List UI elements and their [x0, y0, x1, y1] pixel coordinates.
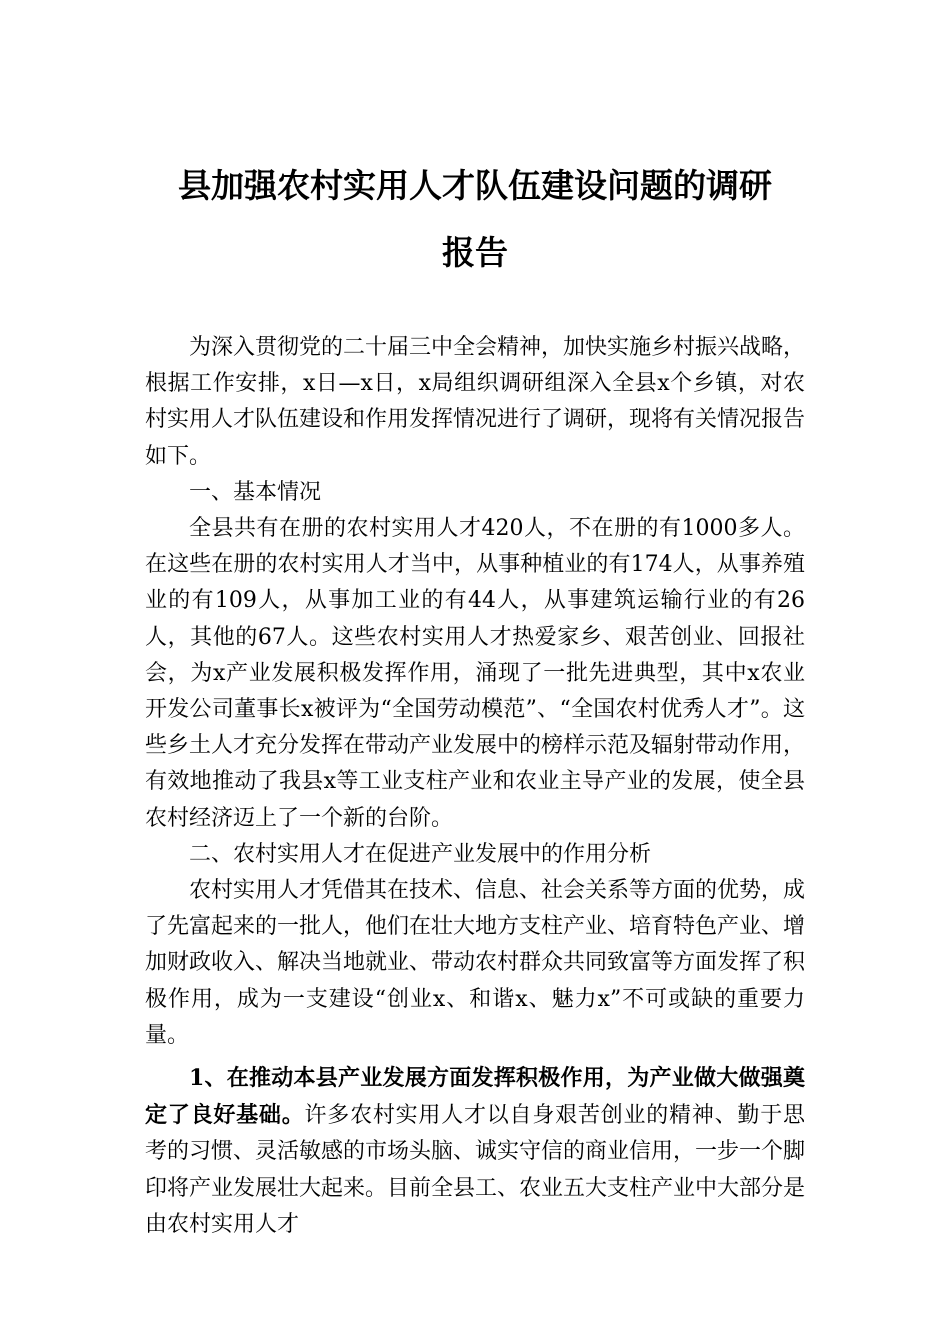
section-2-paragraph: 农村实用人才凭借其在技术、信息、社会关系等方面的优势，成了先富起来的一批人，他们在壮大地方支柱产业、培育特色产业、增加财政收入、解决当地就业、带动农村群众共同致富等方面发挥了积极作用，成为一支建设“创业x、和谐x、魅力x”不可或缺的重要力量。 [145, 878, 806, 1048]
point-1-text: 许多农村实用人才以自身艰苦创业的精神、勤于思考的习惯、灵活敏感的市场头脑、诚实守信的商业信用，一步一个脚印将产业发展壮大起来。目前全县工、农业五大支柱产业中大部分是由农村实用人才 [145, 1103, 806, 1237]
point-1-paragraph [145, 1060, 805, 1243]
point-1-lead: 1、在推动本县产业发展方面发挥积极作用，为产业做大做强奠定了良好基础。 [145, 1065, 805, 1129]
document-title-line-2: 报告 [442, 233, 508, 272]
section-2-heading: 二、农村实用人才在促进产业发展中的作用分析 [189, 841, 652, 867]
section-1-heading: 一、基本情况 [189, 479, 322, 505]
document-title-line-1: 县加强农村实用人才队伍建设问题的调研 [178, 166, 772, 205]
section-1-paragraph: 全县共有在册的农村实用人才420人，不在册的有1000多人。在这些在册的农村实用人才当中，从事种植业的有174人，从事养殖业的有109人，从事加工业的有44人，从事建筑运输行业的有26人，其他的67人。这些农村实用人才热爱家乡、艰苦创业、回报社会，为x产业发展积极发挥作用，涌现了一批先进典型，其中x农业开发公司董事长x被评为“全国劳动模范”、“全国农村优秀人才”。这些乡土人才充分发挥在带动产业发展中的榜样示范及辐射带动作用，有效地推动了我县x等工业支柱产业和农业主导产业的发展，使全县农村经济迈上了一个新的台阶。 [145, 516, 806, 831]
document-body [145, 330, 805, 1243]
intro-paragraph: 为深入贯彻党的二十届三中全会精神，加快实施乡村振兴战略，根据工作安排，x日—x日，x局组织调研组深入全县x个乡镇，对农村实用人才队伍建设和作用发挥情况进行了调研，现将有关情况报告如下。 [145, 335, 806, 469]
